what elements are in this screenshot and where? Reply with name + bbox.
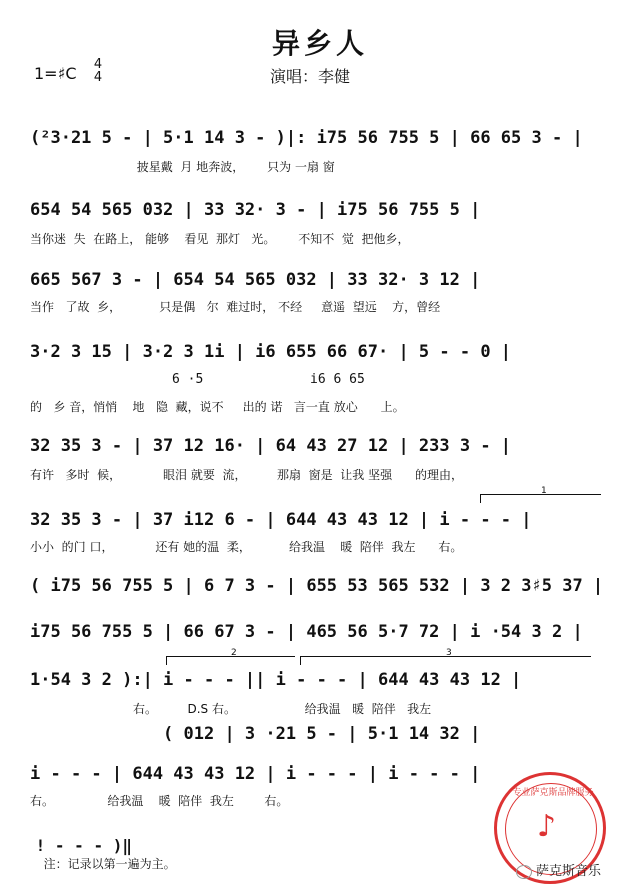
watermark (516, 860, 601, 879)
wechat-icon (516, 865, 532, 879)
final-measure: ! - - - )‖ (35, 836, 132, 855)
meter-bottom: 4 (93, 70, 103, 85)
volta-number-1: 1 (541, 486, 547, 496)
key-signature: 1=♯C (34, 64, 77, 83)
score-row-2: 654 54 565 032 | 33 32· 3 - | i75 56 755 5 | (30, 200, 481, 220)
score-row-10: ( 012 | 3 ·21 5 - | 5·1 14 32 | (30, 724, 481, 744)
lyrics-row-6: 小小 的门 口， 还有 她的温 柔， 给我温 暖 陪伴 我左 右。 (30, 540, 463, 554)
lyrics-row-4: 的 乡 音，悄悄 地 隐 藏，说不 出的 诺 言一直 放心 上。 (30, 400, 405, 414)
time-signature (92, 58, 104, 84)
score-row-6: 32 35 3 - | 37 i12 6 - | 644 43 43 12 | i - - - | (30, 510, 532, 530)
score-row-5: 32 35 3 - | 37 12 16· | 64 43 27 12 | 233 3 - | (30, 436, 512, 456)
singer-credit: 演唱：李健 (270, 67, 351, 86)
sub-notes-right: i6 6 65 (310, 372, 365, 387)
score-row-3: 665 567 3 - | 654 54 565 032 | 33 32· 3 12 | (30, 270, 481, 290)
sub-notes-left: 6 ·5 (172, 372, 204, 387)
lyrics-row-11: 右。 给我温 暖 陪伴 我左 右。 (30, 794, 289, 808)
volta-bracket-1 (480, 486, 601, 503)
lyrics-row-2: 当你迷 失 在路上， 能够 看见 那灯 光。 不知不 觉 把他乡， (30, 232, 410, 246)
volta-number-2: 2 (231, 648, 237, 658)
score-row-4: 3·2 3 15 | 3·2 3 1i | i6 655 66 67· | 5 - - 0 | (30, 342, 512, 362)
music-note-icon: ♪ (537, 809, 557, 844)
score-row-11: i - - - | 644 43 43 12 | i - - - | i - - - | (30, 764, 481, 784)
volta-number-3: 3 (446, 648, 452, 658)
score-row-7: ( i75 56 755 5 | 6 7 3 - | 655 53 565 532 | 3 2 3♯5 37 | (30, 576, 604, 596)
lyrics-row-5: 有许 多时 候， 眼泪 就要 流， 那扇 窗是 让我 坚强 的理由， (30, 468, 463, 482)
score-row-9: 1·54 3 2 ):| i - - - || i - - - | 644 43 43 12 | (30, 670, 522, 690)
song-title: 异乡人 (271, 27, 368, 60)
watermark-text: 萨克斯音乐 (536, 864, 602, 879)
score-footer (28, 822, 176, 872)
lyrics-row-1: 披星戴 月 地奔波， 只为 一扇 窗 (30, 160, 335, 174)
meter-top: 4 (93, 57, 103, 72)
footer-note: 注：记录以第一遍为主。 (43, 857, 176, 871)
lyrics-row-9: 右。 D.S 右。 给我温 暖 陪伴 我左 (30, 702, 432, 716)
lyrics-row-3: 当作 了故 乡， 只是偶 尔 难过时， 不经 意遥 望远 方，曾经 (30, 300, 441, 314)
score-row-1: (²3·21 5 - | 5·1 14 3 - )|: i75 56 755 5 | 66 65 3 - | (30, 128, 583, 148)
stamp-text: 专业萨克斯品牌服务 (512, 788, 594, 798)
score-row-8: i75 56 755 5 | 66 67 3 - | 465 56 5·7 72 | i ·54 3 2 | (30, 622, 583, 642)
volta-bracket-3 (300, 648, 591, 665)
volta-bracket-2 (166, 648, 295, 665)
